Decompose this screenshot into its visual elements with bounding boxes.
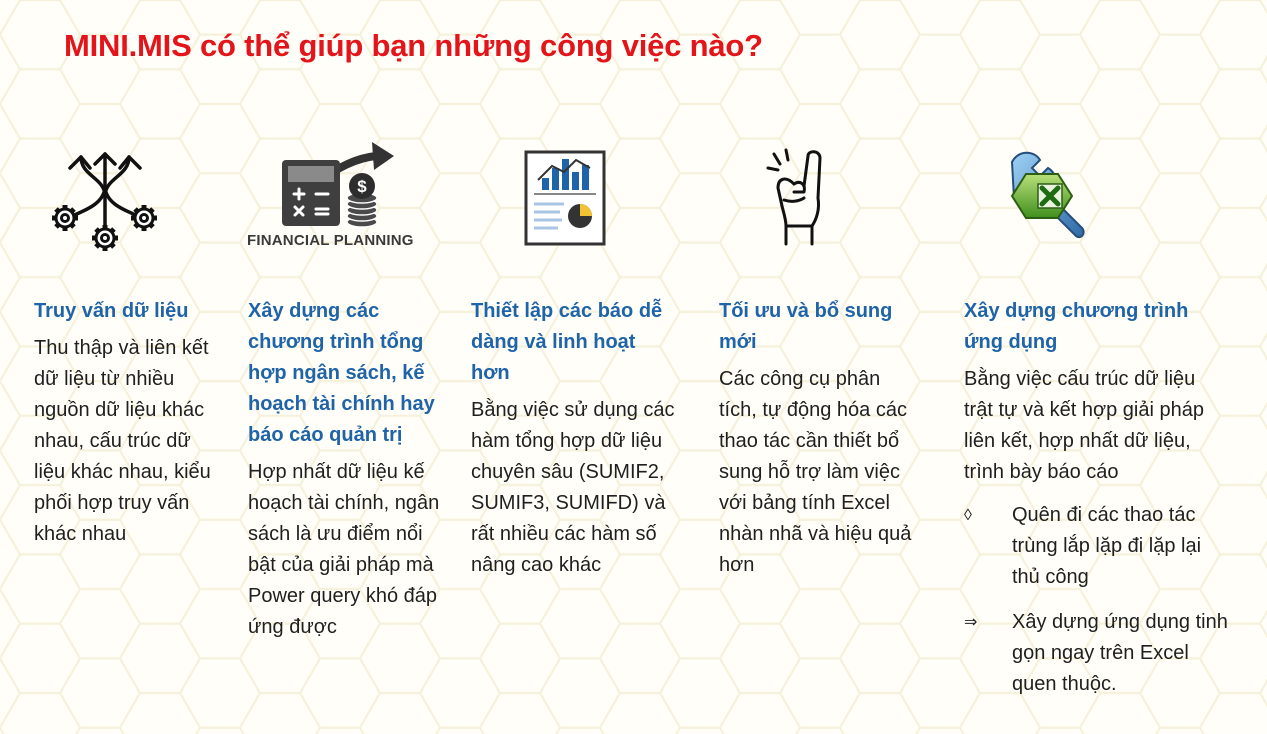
column-heading: Xây dựng các chương trình tổng hợp ngân sách, kế hoạch tài chính hay báo cáo quản trị [248,300,435,446]
finger-snap-icon [764,146,834,248]
bullet-list [964,500,1234,700]
arrows-gears-icon [48,148,162,256]
column-heading: Truy vấn dữ liệu [34,300,189,322]
calculator-coins-icon [276,138,400,230]
diamond-bullet-icon: ◊ [964,507,972,524]
column-optimize [719,296,919,581]
column-heading: Xây dựng chương trình ứng dụng [964,300,1189,353]
financial-planning-label: FINANCIAL PLANNING [247,232,414,249]
column-heading: Thiết lập các báo dễ dàng và linh hoạt hơn [471,300,663,384]
report-chart-icon [524,150,606,246]
column-data-query [34,296,224,550]
column-body: Bằng việc cấu trúc dữ liệu trật tự và kết hợp giải pháp liên kết, hợp nhất dữ liệu, trình bày báo cáo [964,368,1204,483]
column-heading: Tối ưu và bổ sung mới [719,300,893,353]
svg-text:$: $ [357,177,367,196]
column-applications [964,296,1234,714]
column-reports [471,296,676,581]
bullet-item [964,607,1234,700]
column-budget-programs [248,296,446,643]
page-title: MINI.MIS có thể giúp bạn những công việc nào? [64,28,763,63]
bullet-item [964,500,1234,593]
column-body: Các công cụ phân tích, tự động hóa các thao tác cần thiết bổ sung hỗ trợ làm việc với bảng tính Excel nhàn nhã và hiệu quả hơn [719,368,912,576]
column-body: Bằng việc sử dụng các hàm tổng hợp dữ liệu chuyên sâu (SUMIF2, SUMIF3, SUMIFD) và rất nhiều các hàm số nâng cao khác [471,399,675,576]
arrow-bullet-icon: ⇒ [964,614,978,631]
column-body: Hợp nhất dữ liệu kế hoạch tài chính, ngân sách là ưu điểm nổi bật của giải pháp mà Power query khó đáp ứng được [248,461,440,638]
column-body: Thu thập và liên kết dữ liệu từ nhiều nguồn dữ liệu khác nhau, cấu trúc dữ liệu khác nhau, kiểu phối hợp truy vấn khác nhau [34,337,211,545]
excel-wrench-icon [998,148,1092,244]
bullet-text: Quên đi các thao tác trùng lắp lặp đi lặp lại thủ công [1012,504,1202,588]
bullet-text: Xây dựng ứng dụng tinh gọn ngay trên Excel quen thuộc. [1012,611,1228,695]
